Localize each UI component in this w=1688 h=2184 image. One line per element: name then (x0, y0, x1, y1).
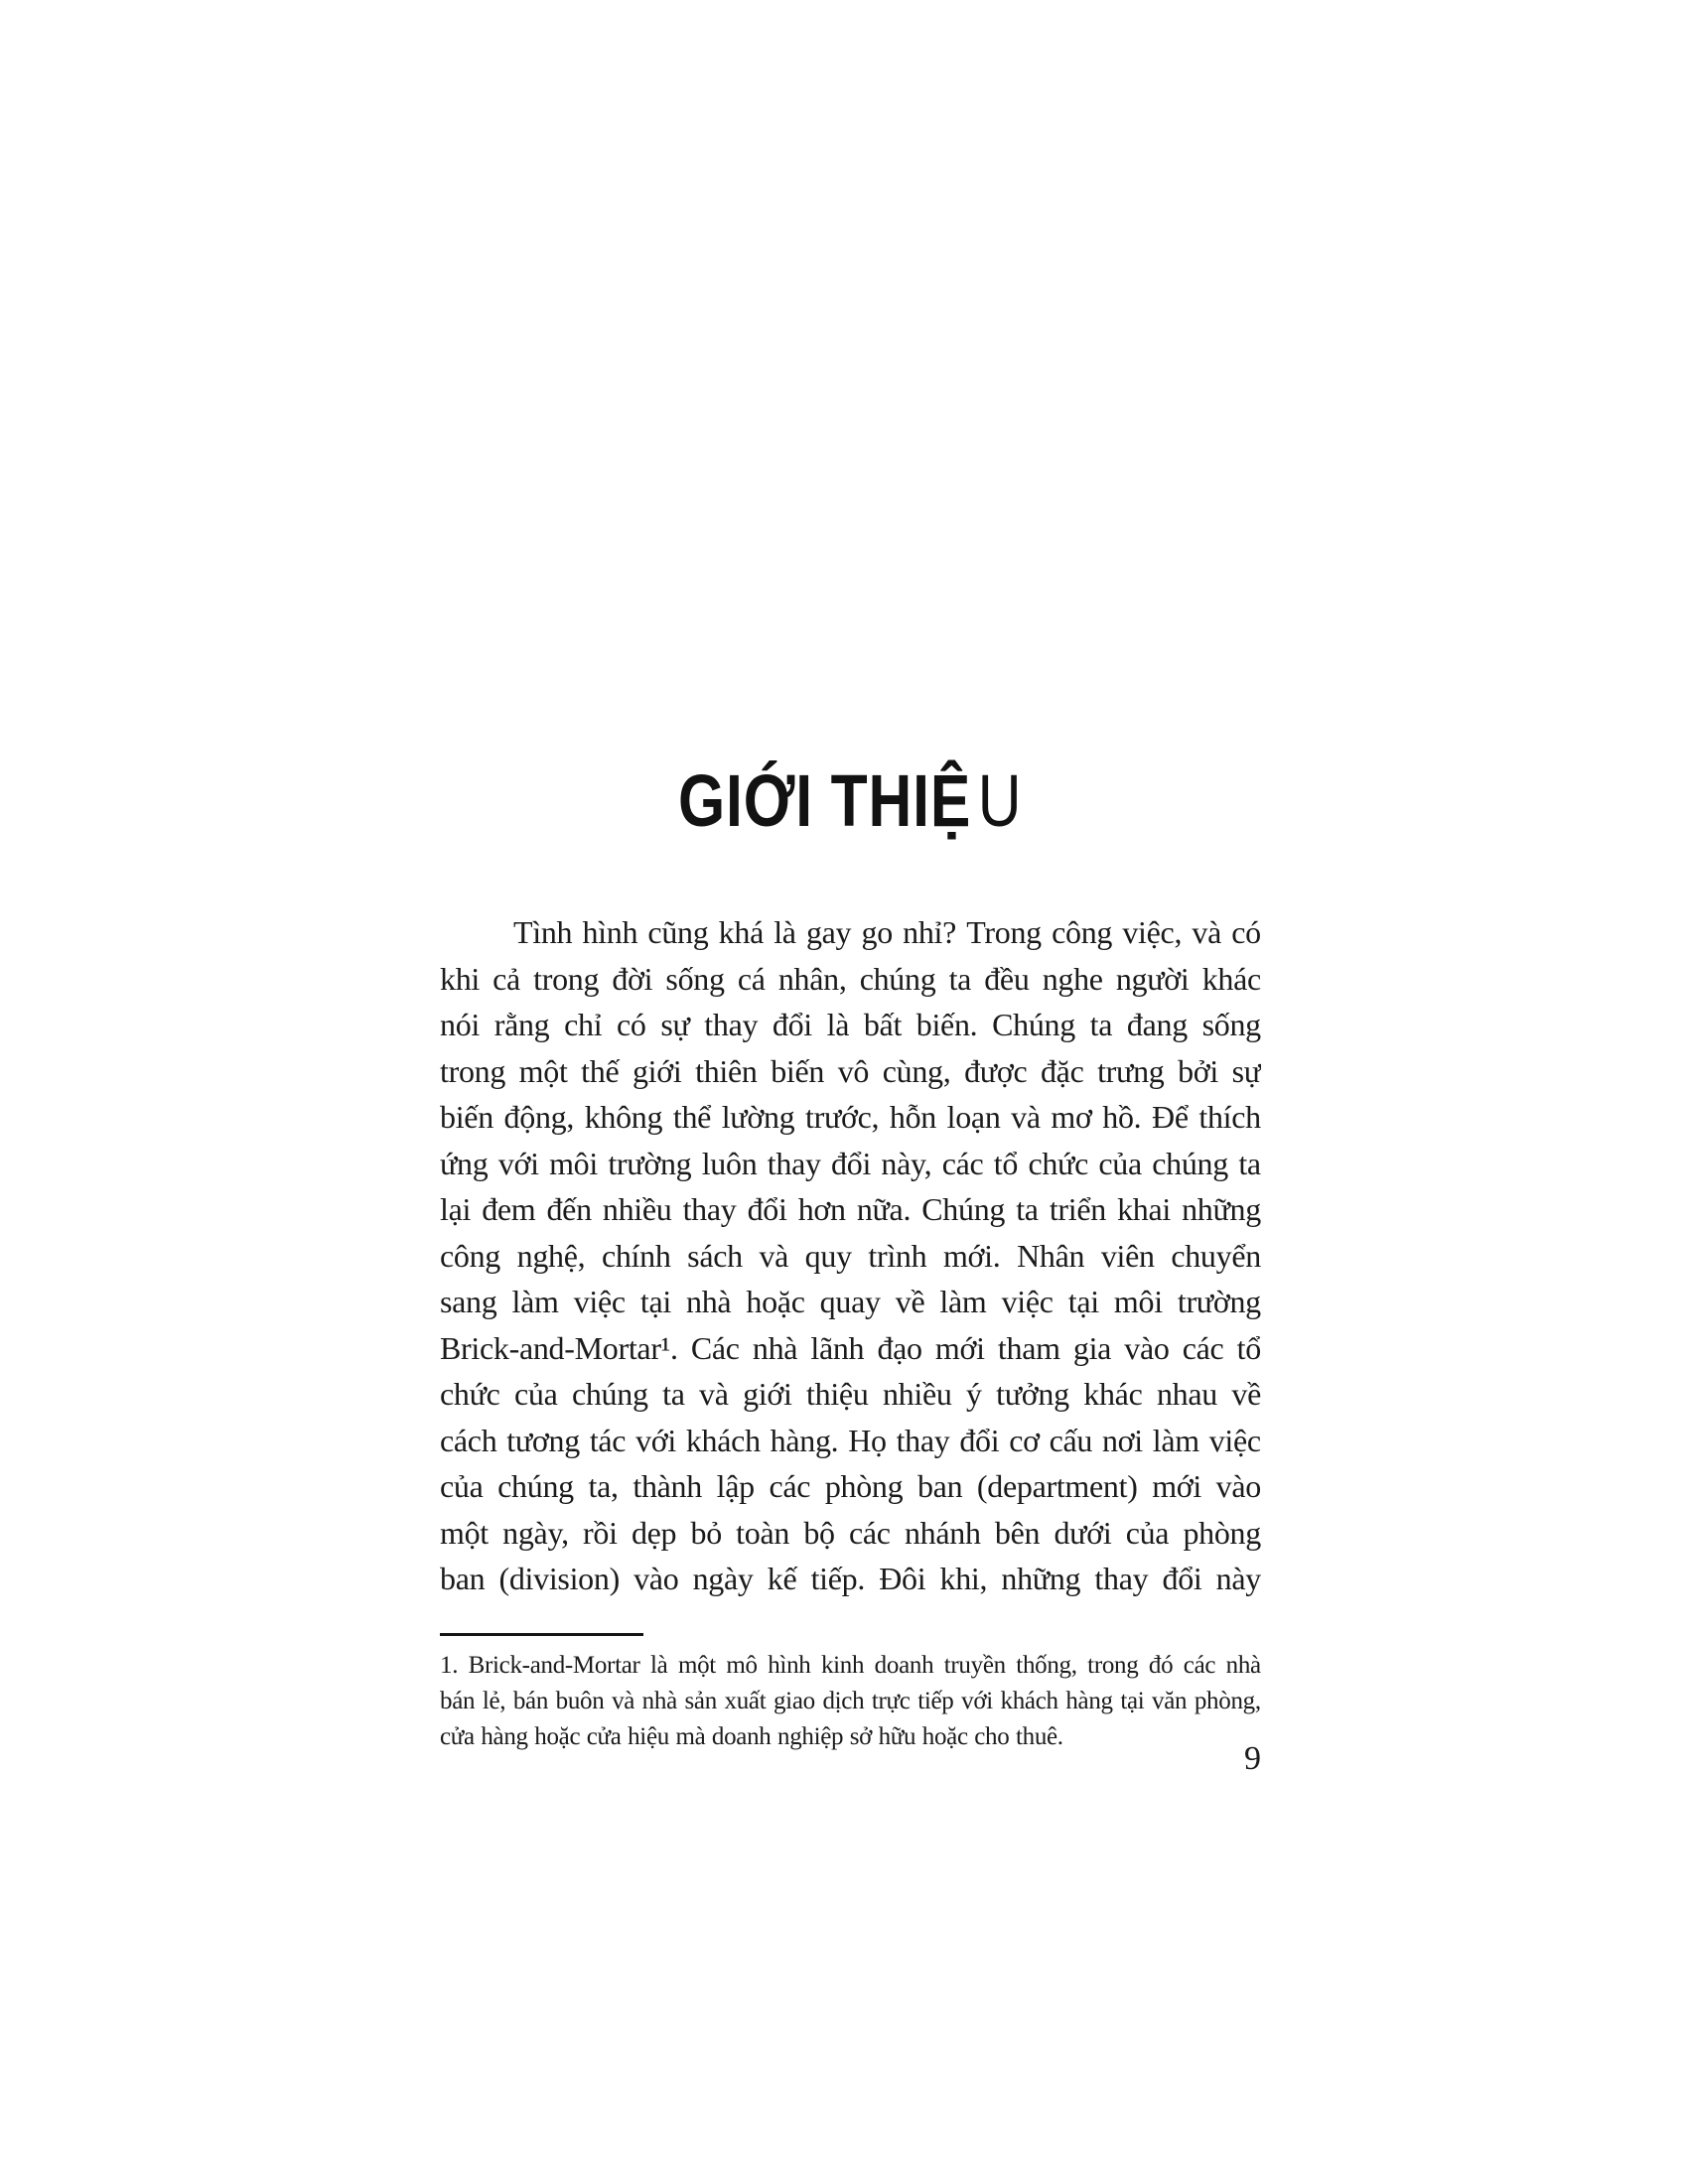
text-line: cửa hàng hoặc cửa hiệu mà doanh nghiệp sở hữu hoặc cho thuê. (440, 1723, 1063, 1750)
text-line: ban (division) vào ngày kế tiếp. Đôi khi, những thay đổi này (440, 1561, 1261, 1596)
text-line: Brick-and-Mortar¹. Các nhà lãnh đạo mới tham gia vào các tổ (440, 1329, 1261, 1366)
body-paragraph (440, 909, 1261, 1602)
chapter-title-text (678, 759, 1023, 842)
text-line: biến động, không thể lường trước, hỗn loạn và mơ hồ. Để thích (440, 1099, 1261, 1135)
text-line: một ngày, rồi dẹp bỏ toàn bộ các nhánh bên dưới của phòng (440, 1514, 1261, 1551)
footnote-divider-rule (440, 1633, 643, 1636)
text-line: khi cả trong đời sống cá nhân, chúng ta đều nghe người khác (440, 960, 1261, 997)
text-line: cách tương tác với khách hàng. Họ thay đổi cơ cấu nơi làm việc (440, 1422, 1261, 1458)
text-line: bán lẻ, bán buôn và nhà sản xuất giao dịch trực tiếp với khách hàng tại văn phòng, (440, 1688, 1261, 1714)
text-line: nói rằng chỉ có sự thay đổi là bất biến. Chúng ta đang sống (440, 1007, 1261, 1042)
text-line: của chúng ta, thành lập các phòng ban (department) mới vào (440, 1468, 1261, 1504)
text-line: lại đem đến nhiều thay đổi hơn nữa. Chúng ta triển khai những (440, 1191, 1261, 1227)
text-line: chức của chúng ta và giới thiệu nhiều ý tưởng khác nhau về (440, 1376, 1261, 1412)
text-line: Tình hình cũng khá là gay go nhỉ? Trong công việc, và có (513, 914, 1261, 950)
text-line: công nghệ, chính sách và quy trình mới. Nhân viên chuyển (440, 1237, 1261, 1274)
text-line: trong một thế giới thiên biến vô cùng, được đặc trưng bởi sự (440, 1052, 1261, 1089)
page-number: 9 (1244, 1740, 1261, 1777)
text-line: ứng với môi trường luôn thay đổi này, các tổ chức của chúng ta (440, 1145, 1261, 1181)
chapter-title (440, 747, 1261, 856)
chapter-title-light-part: U (978, 759, 1023, 842)
text-line: sang làm việc tại nhà hoặc quay về làm việc tại môi trường (440, 1284, 1261, 1319)
chapter-title-bold-part: GIỚI THIỆ (678, 759, 972, 842)
text-line: 1. Brick-and-Mortar là một mô hình kinh doanh truyền thống, trong đó các nhà (440, 1652, 1261, 1679)
